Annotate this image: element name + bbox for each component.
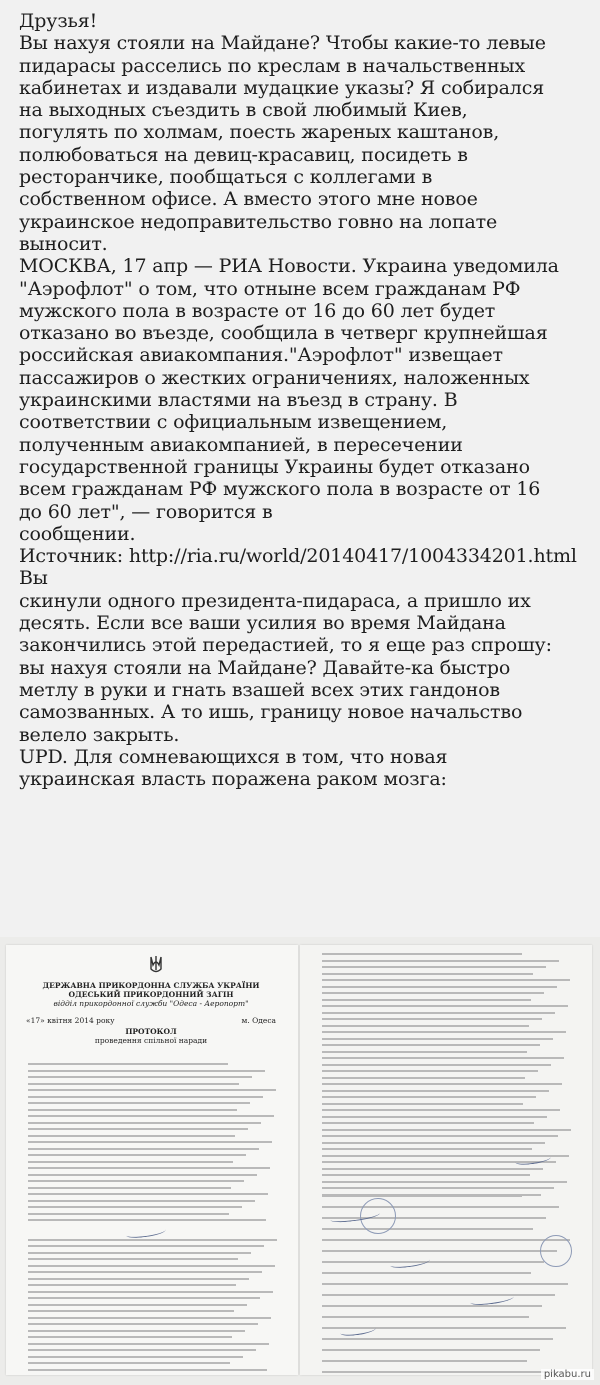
scanned-text-line	[322, 953, 522, 955]
text-line: собственном офисе. А вместо этого мне новое	[19, 188, 478, 211]
scanned-text-line	[322, 1228, 533, 1230]
watermark: pikabu.ru	[541, 1369, 594, 1380]
text-line: соответствии с официальным извещением,	[19, 411, 448, 434]
scanned-text-line	[322, 1305, 542, 1307]
text-line: UPD. Для сомневающихся в том, что новая	[19, 745, 448, 768]
scanned-text-line	[322, 979, 570, 981]
text-line: закончились этой передастией, то я еще раз спрошу:	[19, 634, 552, 657]
scanned-text-line	[322, 1168, 543, 1170]
document-title: ПРОТОКОЛ	[125, 1027, 177, 1036]
scanned-text-line	[322, 1103, 523, 1105]
scanned-text-line	[28, 1141, 272, 1143]
scanned-text-line	[28, 1258, 238, 1260]
scanned-text-line	[322, 992, 544, 994]
scanned-text-line	[28, 1245, 264, 1247]
scanned-text-line	[322, 1294, 555, 1296]
scanned-text-line	[28, 1330, 245, 1332]
text-line: сообщении.	[19, 522, 136, 545]
text-line: велело закрыть.	[19, 723, 180, 746]
scanned-text-line	[28, 1219, 266, 1221]
text-line: до 60 лет", — говорится в	[19, 500, 273, 523]
post-text	[19, 10, 600, 790]
scanned-text-line	[322, 999, 531, 1001]
scanned-text-line	[28, 1200, 255, 1202]
text-line: метлу в руки и гнать взашей всех этих гандонов	[19, 678, 500, 701]
scanned-text-line	[28, 1174, 257, 1176]
scanned-text-line	[28, 1297, 260, 1299]
text-line: Источник: http://ria.ru/world/20140417/1004334201.html	[19, 545, 577, 568]
text-line: Друзья!	[19, 10, 98, 32]
scanned-text-line	[28, 1265, 275, 1267]
scanned-text-line	[28, 1109, 237, 1111]
scanned-text-line	[322, 1148, 532, 1150]
scanned-text-line	[28, 1193, 268, 1195]
text-line: вы нахуя стояли на Майдане? Давайте-ка быстро	[19, 656, 511, 679]
scanned-text-line	[28, 1349, 256, 1351]
scanned-text-line	[28, 1096, 263, 1098]
scanned-text-line	[322, 1051, 527, 1053]
scanned-text-line	[322, 1116, 547, 1118]
scanned-text-line	[322, 1360, 527, 1362]
scanned-text-line	[322, 1272, 531, 1274]
document-date: «17» квітня 2014 року	[26, 1016, 115, 1025]
scanned-text-line	[322, 1083, 562, 1085]
text-line: погулять по холмам, поесть жареных каштанов,	[19, 121, 500, 144]
text-line: на выходных съездить в свой любимый Киев,	[19, 99, 468, 122]
scanned-text-line	[28, 1070, 265, 1072]
document-header-line: ОДЕСЬКИЙ ПРИКОРДОННИЙ ЗАГІН	[68, 990, 234, 999]
text-line: государственной границы Украины будет отказано	[19, 455, 530, 478]
scanned-text-line	[28, 1115, 274, 1117]
text-line: скинули одного президента-пидараса, а пришло их	[19, 589, 531, 612]
scanned-text-line	[322, 1077, 525, 1079]
scanned-text-line	[322, 1018, 542, 1020]
scanned-text-line	[322, 1064, 551, 1066]
scanned-text-line	[322, 1338, 553, 1340]
text-line: кабинетах и издавали мудацкие указы? Я собирался	[19, 76, 545, 99]
scanned-text-line	[322, 1239, 570, 1241]
document-page-left	[6, 945, 298, 1375]
scanned-text-line	[28, 1356, 243, 1358]
text-line: Вы	[19, 567, 48, 590]
scanned-text-line	[28, 1323, 258, 1325]
text-line: всем гражданам РФ мужского пола в возрасте от 16	[19, 478, 541, 501]
scanned-text-line	[28, 1122, 261, 1124]
scanned-text-line	[322, 1012, 555, 1014]
scanned-text-line	[322, 1261, 544, 1263]
scanned-text-line	[322, 1129, 571, 1131]
scanned-text-line	[28, 1239, 277, 1241]
text-line: украинскими властями на въезд в страну. В	[19, 389, 458, 412]
scanned-text-line	[28, 1343, 269, 1345]
scanned-text-line	[28, 1083, 239, 1085]
scanned-text-line	[28, 1102, 250, 1104]
scanned-text-line	[322, 1096, 536, 1098]
scanned-text-line	[322, 1283, 568, 1285]
scanned-text-line	[28, 1317, 271, 1319]
document-city: м. Одеса	[241, 1016, 276, 1025]
scanned-text-line	[28, 1128, 248, 1130]
text-line: мужского пола в возрасте от 16 до 60 лет будет	[19, 299, 496, 322]
text-line: украинское недоправительство говно на лопате	[19, 210, 498, 233]
scanned-text-line	[28, 1154, 246, 1156]
scanned-text-line	[322, 1174, 530, 1176]
text-line: выносит.	[19, 232, 108, 255]
scanned-text-line	[322, 966, 546, 968]
text-line: ресторанчике, пообщаться с коллегами в	[19, 166, 433, 189]
scanned-text-line	[28, 1310, 234, 1312]
text-line: украинская власть поражена раком мозга:	[19, 768, 447, 791]
scanned-text-line	[322, 1142, 545, 1144]
scanned-text-line	[28, 1167, 270, 1169]
text-line: полюбоваться на девиц-красавиц, посидеть в	[19, 143, 468, 166]
scanned-text-line	[28, 1252, 251, 1254]
scanned-text-line	[322, 973, 533, 975]
scanned-text-line	[322, 1090, 549, 1092]
text-line: российская авиакомпания."Аэрофлот" извещает	[19, 344, 503, 367]
trident-emblem-icon	[149, 955, 163, 975]
scanned-text-line	[28, 1180, 244, 1182]
scanned-text-line	[28, 1213, 229, 1215]
scanned-text-line	[322, 1250, 557, 1252]
text-line: пассажиров о жестких ограничениях, наложенных	[19, 366, 530, 389]
scanned-text-line	[322, 1109, 560, 1111]
scanned-text-line	[322, 960, 559, 962]
text-line: десять. Если все ваши усилия во время Майдана	[19, 612, 506, 635]
scanned-text-line	[28, 1148, 259, 1150]
scanned-text-line	[322, 1187, 554, 1189]
scanned-text-line	[28, 1304, 247, 1306]
scanned-text-line	[322, 1005, 568, 1007]
scanned-text-line	[28, 1278, 249, 1280]
scanned-text-line	[322, 1181, 567, 1183]
text-line: самозванных. А то ишь, границу новое начальство	[19, 701, 523, 724]
signature	[390, 1256, 431, 1269]
text-line: полученным авиакомпанией, в пересечении	[19, 433, 463, 456]
scanned-text-line	[28, 1076, 252, 1078]
scanned-text-line	[322, 1031, 566, 1033]
scanned-text-line	[28, 1291, 273, 1293]
text-line: Вы нахуя стояли на Майдане? Чтобы какие-то левые	[19, 32, 546, 55]
scanned-text-line	[28, 1063, 228, 1065]
scanned-text-line	[322, 1316, 529, 1318]
scanned-text-line	[28, 1161, 233, 1163]
scanned-text-line	[28, 1271, 262, 1273]
text-line: пидарасы расселись по креслам в начальственных	[19, 54, 526, 77]
scanned-text-line	[322, 1025, 529, 1027]
scanned-text-line	[28, 1369, 267, 1371]
text-line: "Аэрофлот" о том, что отныне всем гражданам РФ	[19, 277, 521, 300]
scanned-text-line	[322, 1206, 559, 1208]
scanned-text-line	[28, 1284, 236, 1286]
document-header	[26, 981, 276, 1045]
document-header-line: відділ прикордонної служби "Одеса - Аеропорт"	[53, 999, 249, 1008]
scanned-text-line	[28, 1362, 230, 1364]
scanned-text-line	[322, 1038, 553, 1040]
document-header-line: ДЕРЖАВНА ПРИКОРДОННА СЛУЖБА УКРАЇНИ	[42, 981, 260, 990]
scanned-text-line	[28, 1089, 276, 1091]
stamp	[540, 1235, 572, 1267]
scanned-text-line	[322, 1070, 538, 1072]
scanned-text-line	[322, 1349, 540, 1351]
scanned-text-line	[322, 1195, 522, 1197]
signature	[126, 1226, 167, 1239]
scanned-text-line	[28, 1206, 242, 1208]
document-subtitle: проведення спільної наради	[94, 1036, 208, 1045]
scanned-text-line	[322, 1135, 558, 1137]
text-line: МОСКВА, 17 апр — РИА Новости. Украина уведомила	[19, 255, 559, 278]
scanned-text-line	[322, 1044, 540, 1046]
scanned-document-image	[0, 937, 600, 1385]
scanned-text-line	[28, 1336, 232, 1338]
text-line: отказано во въезде, сообщила в четверг крупнейшая	[19, 322, 548, 345]
scanned-text-line	[28, 1135, 235, 1137]
document-page-right	[300, 945, 592, 1375]
scanned-text-line	[322, 986, 557, 988]
scanned-text-line	[322, 1122, 534, 1124]
scanned-text-line	[28, 1187, 231, 1189]
scanned-text-line	[322, 1057, 564, 1059]
scanned-text-line	[322, 1371, 564, 1373]
